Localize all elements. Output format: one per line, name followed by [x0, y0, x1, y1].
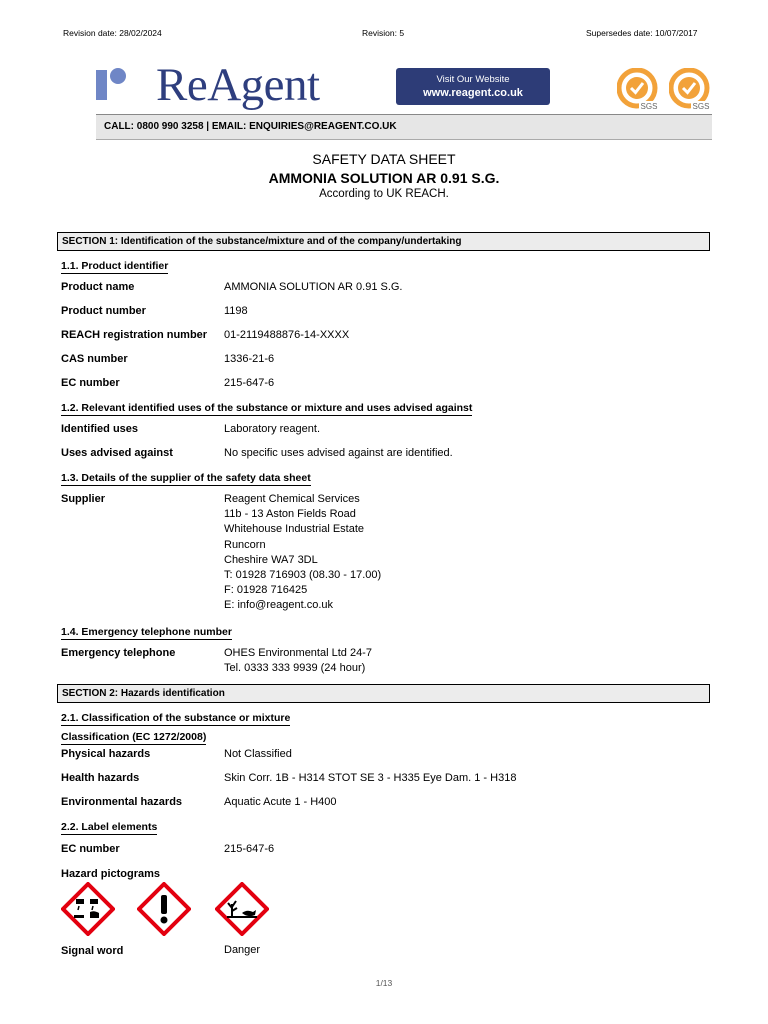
- ec-number-value: 215-647-6: [224, 377, 275, 389]
- supplier-label: Supplier: [61, 493, 106, 505]
- physical-hazards-value: Not Classified: [224, 748, 292, 760]
- cas-value: 1336-21-6: [224, 353, 275, 365]
- corrosion-icon: [61, 882, 115, 936]
- emergency-line: OHES Environmental Ltd 24-7: [224, 647, 372, 659]
- product-number-value: 1198: [224, 305, 248, 317]
- revision-number: Revision: 5: [362, 28, 405, 38]
- section-1-header: [57, 232, 710, 251]
- emergency-label: Emergency telephone: [61, 647, 176, 659]
- visit-website-button[interactable]: [396, 68, 550, 105]
- iso-14001-badge-icon: [669, 68, 713, 112]
- physical-hazards-label: Physical hazards: [61, 748, 151, 760]
- supplier-line: Reagent Chemical Services: [224, 493, 360, 505]
- revision-date: Revision date: 28/02/2024: [63, 28, 162, 38]
- section-2-title: SECTION 2: Hazards identification: [62, 688, 225, 699]
- label-ec-number-label: EC number: [61, 843, 120, 855]
- health-hazards-label: Health hazards: [61, 772, 140, 784]
- signal-word-value: Danger: [224, 944, 261, 956]
- regulation-note: According to UK REACH.: [319, 188, 449, 200]
- subsection-1-2: 1.2. Relevant identified uses of the substance or mixture and uses advised against: [61, 402, 473, 414]
- emergency-line: Tel. 0333 333 9939 (24 hour): [224, 662, 366, 675]
- environment-icon: [215, 882, 269, 936]
- supplier-line: Cheshire WA7 3DL: [224, 553, 318, 566]
- contact-bar: [96, 114, 712, 140]
- label-ec-number-value: 215-647-6: [224, 843, 275, 855]
- uses-against-label: Uses advised against: [61, 447, 173, 459]
- emergency-value: [224, 646, 372, 676]
- subsection-2-2: 2.2. Label elements: [61, 821, 158, 833]
- identified-uses-value: Laboratory reagent.: [224, 423, 321, 435]
- subsection-2-1: 2.1. Classification of the substance or mixture: [61, 712, 291, 724]
- subsection-1-3: 1.3. Details of the supplier of the safety data sheet: [61, 472, 311, 484]
- visit-website-label: Visit Our Website: [436, 74, 510, 85]
- identified-uses-label: Identified uses: [61, 423, 139, 435]
- reagent-logo-icon: [96, 68, 128, 100]
- supplier-line: F: 01928 716425: [224, 584, 308, 597]
- section-2-header: [57, 684, 710, 703]
- supplier-line: E: info@reagent.co.uk: [224, 599, 334, 612]
- svg-text:SGS: SGS: [640, 102, 658, 111]
- subsection-1-4: 1.4. Emergency telephone number: [61, 626, 232, 638]
- hazard-pictograms-label: Hazard pictograms: [61, 868, 161, 880]
- environmental-hazards-value: Aquatic Acute 1 - H400: [224, 796, 337, 808]
- product-name-value: AMMONIA SOLUTION AR 0.91 S.G.: [224, 281, 403, 293]
- document-title: SAFETY DATA SHEET: [312, 151, 456, 167]
- environmental-hazards-label: Environmental hazards: [61, 796, 183, 808]
- signal-word-label: Signal word: [61, 945, 124, 957]
- uses-against-value: No specific uses advised against are identified.: [224, 447, 453, 459]
- supplier-line: 11b - 13 Aston Fields Road: [224, 508, 356, 521]
- supplier-line: Runcorn: [224, 538, 266, 551]
- supersedes-date: Supersedes date: 10/07/2017: [586, 28, 698, 38]
- exclamation-icon: [137, 882, 191, 936]
- reagent-logo-text: ReAgent: [156, 59, 320, 111]
- classification-heading: Classification (EC 1272/2008): [61, 731, 207, 743]
- section-1-title: SECTION 1: Identification of the substance/mixture and of the company/undertaking: [62, 236, 462, 247]
- svg-text:SGS: SGS: [692, 102, 710, 111]
- page-number: 1/13: [375, 978, 393, 988]
- supplier-line: Whitehouse Industrial Estate: [224, 523, 365, 536]
- cas-label: CAS number: [61, 353, 128, 365]
- health-hazards-value: Skin Corr. 1B - H314 STOT SE 3 - H335 Eye Dam. 1 - H318: [224, 772, 517, 784]
- product-number-label: Product number: [61, 305, 146, 317]
- product-name-label: Product name: [61, 281, 135, 293]
- reach-label: REACH registration number: [61, 329, 208, 341]
- ec-number-label: EC number: [61, 377, 120, 389]
- website-url: www.reagent.co.uk: [423, 87, 523, 99]
- iso-9001-badge-icon: [617, 68, 661, 112]
- reach-value: 01-2119488876-14-XXXX: [224, 329, 350, 341]
- product-title: AMMONIA SOLUTION AR 0.91 S.G.: [268, 170, 500, 186]
- contact-text: CALL: 0800 990 3258 | EMAIL: ENQUIRIES@REAGENT.CO.UK: [104, 121, 397, 132]
- supplier-line: T: 01928 716903 (08.30 - 17.00): [224, 569, 382, 582]
- subsection-1-1: 1.1. Product identifier: [61, 260, 169, 272]
- supplier-address: [224, 492, 381, 614]
